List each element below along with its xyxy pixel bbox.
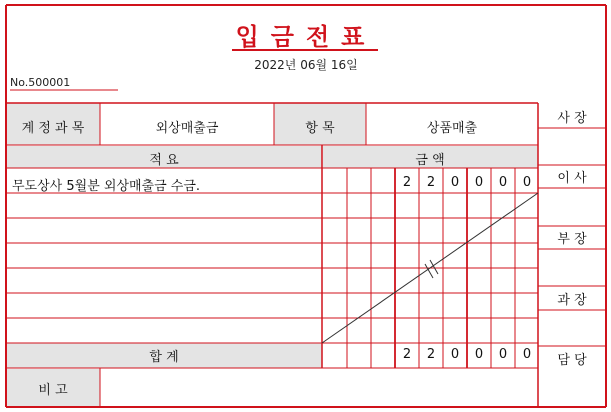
total-digit-6: 0 [450,347,460,362]
total-digit-5: 2 [426,347,436,362]
total-digit-4: 2 [402,347,412,362]
total-label: 합 계 [149,350,179,365]
approval-staff-label: 담 당 [557,353,587,368]
total-digit-8: 0 [498,347,508,362]
account-value: 외상매출금 [155,121,219,136]
total-digit-7: 0 [474,347,484,362]
summary-header: 적 요 [149,153,179,168]
amount-header: 금 액 [415,153,445,168]
item-label: 항 목 [305,121,335,136]
row-1-digit-6: 0 [450,175,460,190]
item-value: 상품매출 [426,121,478,136]
row-1-digit-9: 0 [522,175,532,190]
approval-general-manager-label: 부 장 [557,232,587,247]
summary-line-1: 무도상사 5월분 외상매출금 수금. [12,179,201,194]
row-1-digit-4: 2 [402,175,412,190]
voucher-date: 2022년 06월 16일 [254,58,358,72]
approval-director-label: 이 사 [557,171,587,186]
approval-ceo-label: 사 장 [557,111,587,126]
remarks-label: 비 고 [38,383,68,398]
total-digit-9: 0 [522,347,532,362]
row-1-digit-5: 2 [426,175,436,190]
approval-manager-label: 과 장 [557,293,587,308]
voucher-title: 입금전표 [235,23,377,51]
voucher-number: No.500001 [10,76,71,89]
row-1-digit-8: 0 [498,175,508,190]
row-1-digit-7: 0 [474,175,484,190]
account-label: 계 정 과 목 [21,121,85,136]
